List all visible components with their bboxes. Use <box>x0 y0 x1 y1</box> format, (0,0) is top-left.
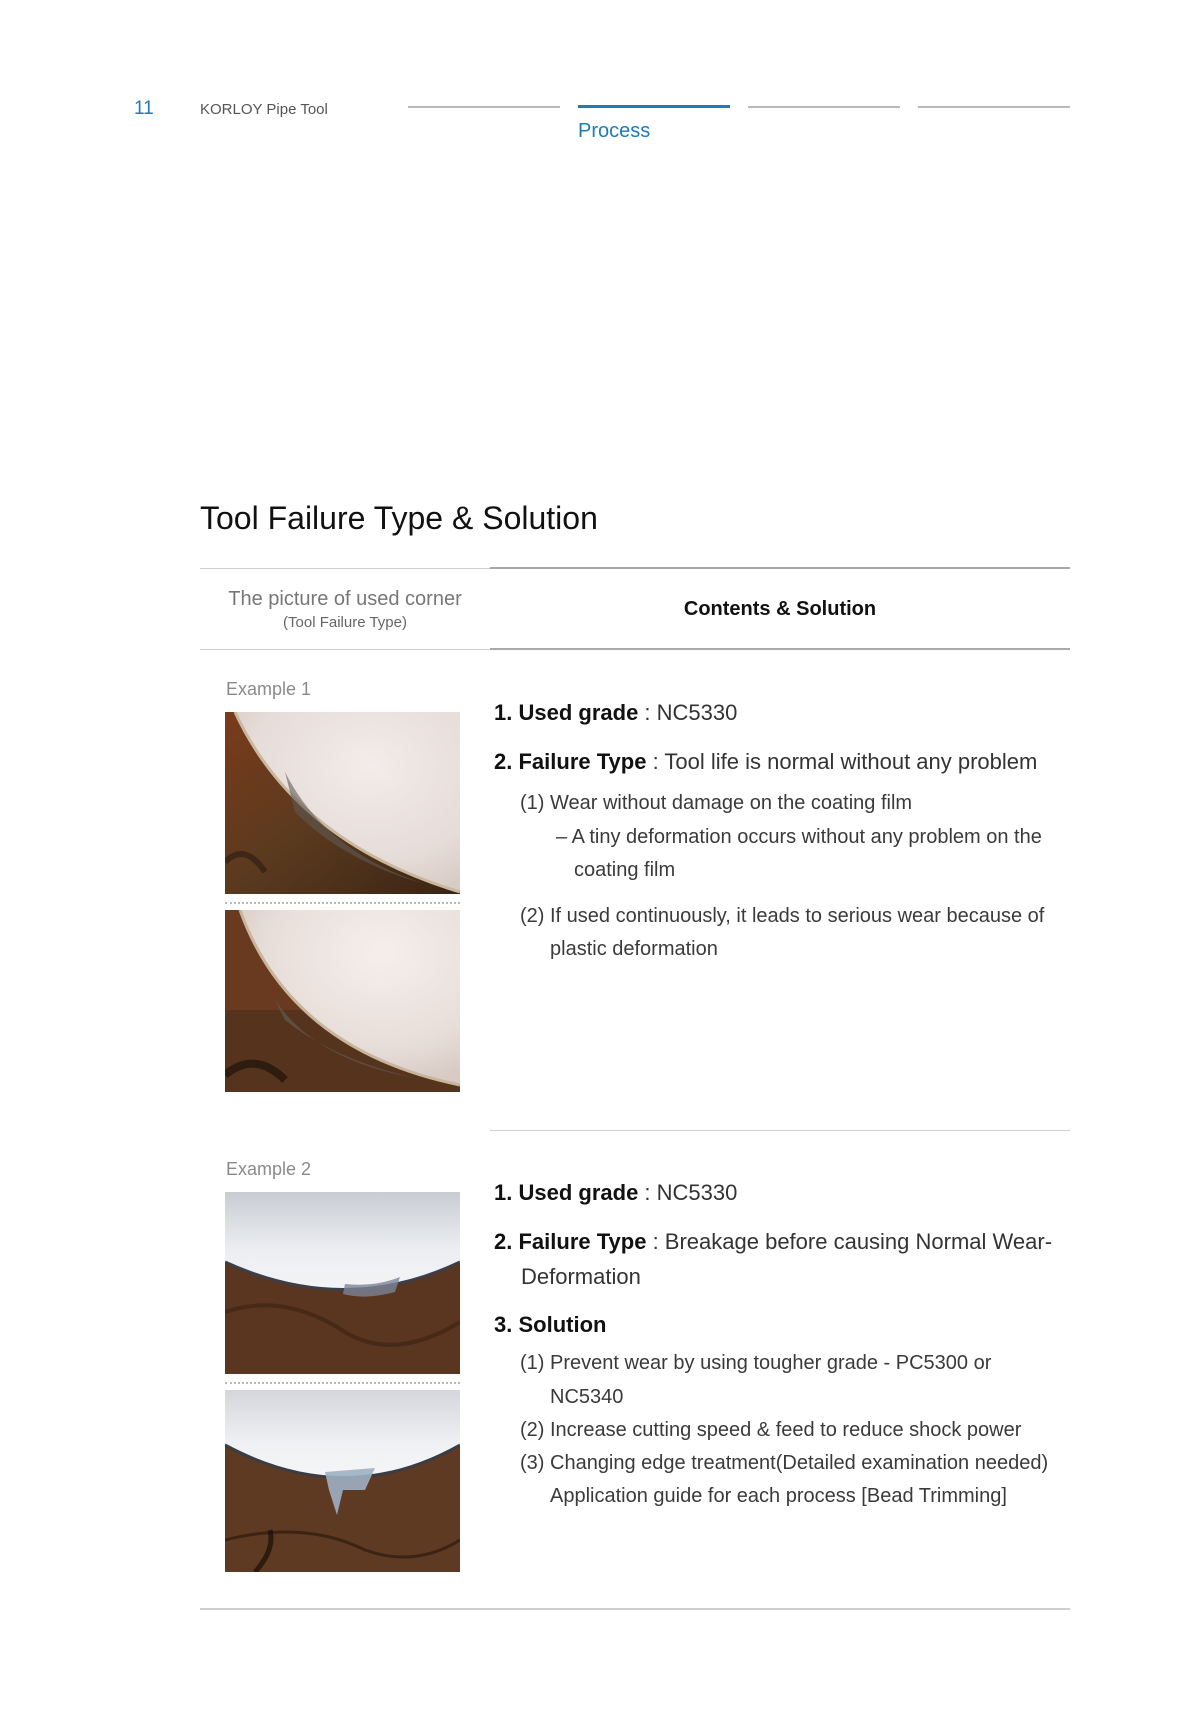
example-2-grade-label: Used grade <box>518 1180 639 1205</box>
example-1-sub-1: (1) Wear without damage on the coating film <box>520 792 913 814</box>
table-top-rule-left <box>200 568 490 569</box>
example-1-photo-bottom <box>225 910 460 1092</box>
example-2-photo-bottom <box>225 1390 460 1572</box>
example-2-failure-number: 2. <box>494 1229 513 1254</box>
active-section-label: Process <box>578 120 651 142</box>
table-header-left-subtitle: (Tool Failure Type) <box>283 614 407 631</box>
section-nav-line-1 <box>408 106 560 108</box>
example-1-grade-value: NC5330 <box>656 700 738 725</box>
example-1-label: Example 1 <box>226 679 312 699</box>
page-number: 11 <box>134 98 154 119</box>
page-title: Tool Failure Type & Solution <box>200 500 598 536</box>
table-bottom-rule <box>200 1608 1070 1610</box>
example-1-grade-number: 1. <box>494 700 513 725</box>
example-divider-rule <box>490 1130 1070 1131</box>
example-2-solution <box>494 1312 606 1338</box>
example-2-grade-number: 1. <box>494 1180 513 1205</box>
example-1-failure-number: 2. <box>494 749 513 774</box>
example-2-failure-value-line-2: Deformation <box>521 1264 641 1289</box>
brand-name: KORLOY Pipe Tool <box>200 101 328 118</box>
example-1-grade-label: Used grade <box>518 700 639 725</box>
table-header-right: Contents & Solution <box>683 598 877 620</box>
table-top-rule-right <box>490 567 1070 569</box>
example-2-solution-label: Solution <box>518 1312 607 1337</box>
example-1-failure-label: Failure Type <box>518 749 647 774</box>
section-nav-line-active <box>578 105 730 108</box>
example-1-failure <box>494 749 1037 775</box>
example-1-sub-1-dash-line-2: coating film <box>574 859 676 881</box>
example-1-sub-2-line-2: plastic deformation <box>550 938 718 960</box>
table-header-left <box>200 586 490 634</box>
example-2-failure-value-line-1: Breakage before causing Normal Wear- <box>664 1229 1053 1254</box>
example-2-label: Example 2 <box>226 1159 312 1179</box>
example-2-solution-3-line-2: Application guide for each process [Bead Trimming] <box>550 1485 1007 1507</box>
example-1-sub-1-dash-line-1: – A tiny deformation occurs without any problem on the <box>556 826 1042 848</box>
example-1-contents <box>494 700 1074 1000</box>
example-1-failure-sep: : <box>646 749 665 774</box>
example-1-failure-value: Tool life is normal without any problem <box>664 749 1038 774</box>
example-1-photo-top <box>225 712 460 894</box>
example-2-photo-top <box>225 1192 460 1374</box>
example-1-grade <box>494 700 737 726</box>
table-header-rule-right <box>490 648 1070 650</box>
example-2-solution-1-line-1: (1) Prevent wear by using tougher grade - PC5300 or <box>520 1352 992 1374</box>
example-1-grade-sep: : <box>638 700 657 725</box>
example-2-solution-3-line-1: (3) Changing edge treatment(Detailed examination needed) <box>520 1452 1049 1474</box>
example-2-solution-number: 3. <box>494 1312 513 1337</box>
example-2-contents <box>494 1180 1074 1520</box>
example-2-grade-sep: : <box>638 1180 657 1205</box>
section-nav-line-3 <box>748 106 900 108</box>
example-2-solution-1-line-2: NC5340 <box>550 1386 624 1408</box>
example-2-failure <box>494 1229 1052 1255</box>
example-2-failure-sep: : <box>646 1229 665 1254</box>
example-1-photo-divider <box>225 902 460 904</box>
example-2-failure-label: Failure Type <box>518 1229 647 1254</box>
example-2-grade <box>494 1180 737 1206</box>
section-nav-line-4 <box>918 106 1070 108</box>
table-header-rule-left <box>200 649 490 650</box>
example-2-photo-divider <box>225 1382 460 1384</box>
example-2-solution-2: (2) Increase cutting speed & feed to reduce shock power <box>520 1419 1022 1441</box>
example-1-sub-2-line-1: (2) If used continuously, it leads to serious wear because of <box>520 905 1045 927</box>
example-2-grade-value: NC5330 <box>656 1180 738 1205</box>
table-header-left-title: The picture of used corner <box>228 588 462 610</box>
